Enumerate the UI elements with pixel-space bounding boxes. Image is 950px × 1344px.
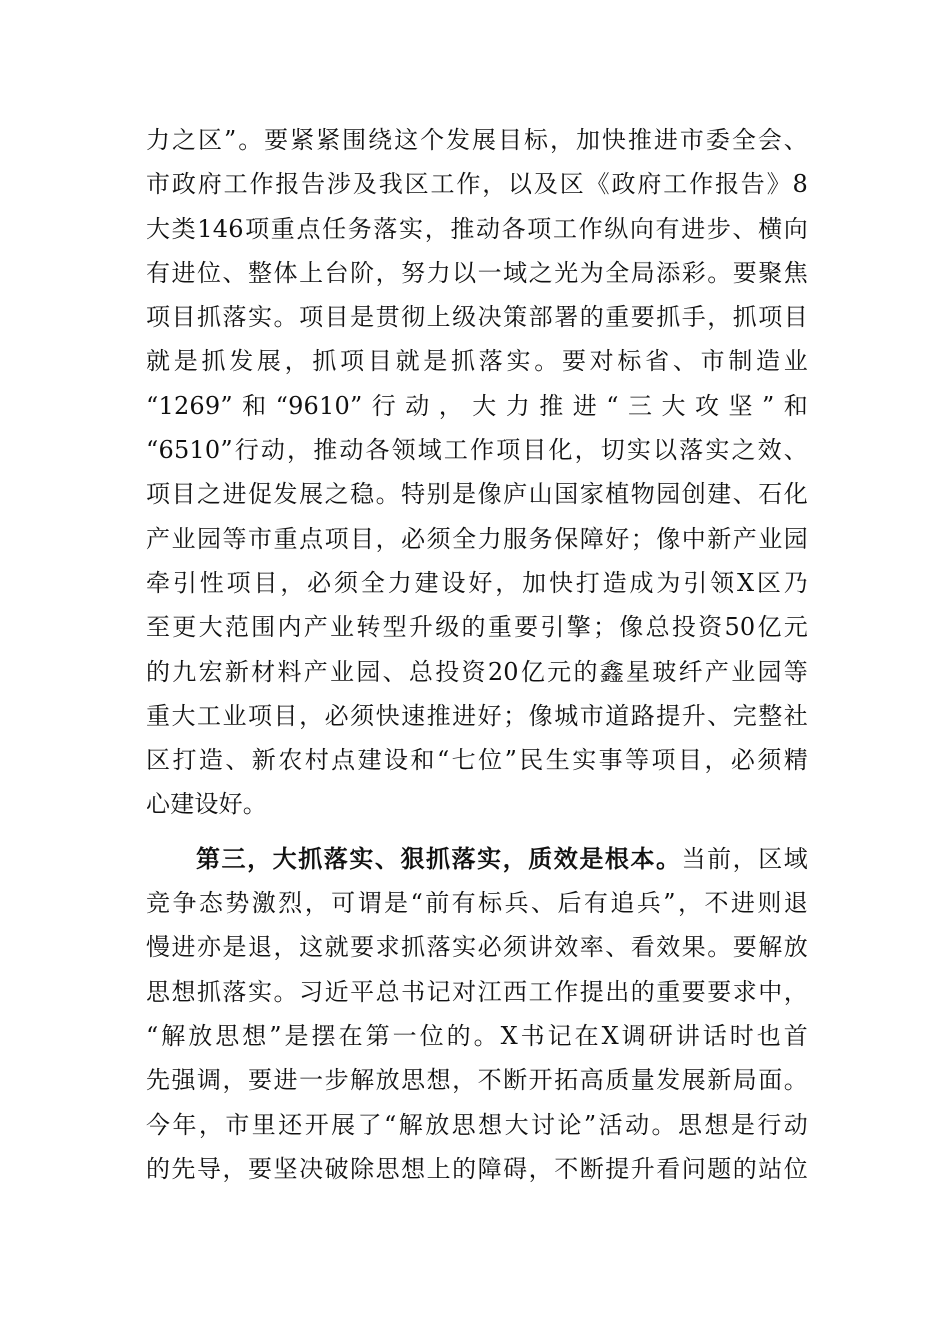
text-line: 慢进亦是退，这就要求抓落实必须讲效率、看效果。要解放 xyxy=(146,933,808,962)
text-line: “解放思想”是摆在第一位的。X书记在X调研讲话时也首 xyxy=(146,1021,808,1050)
text-line: 项目之进促发展之稳。特别是像庐山国家植物园创建、石化 xyxy=(146,480,808,509)
section-heading: 第三，大抓落实、狠抓落实，质效是根本。 xyxy=(196,843,682,873)
text-line: 力之区”。要紧紧围绕这个发展目标，加快推进市委全会、 xyxy=(146,126,808,154)
text-line: 区打造、新农村点建设和“七位”民生实事等项目，必须精 xyxy=(146,746,808,775)
text-line: 的九宏新材料产业园、总投资20亿元的鑫星玻纤产业园等 xyxy=(146,657,808,686)
text-line: 今年，市里还开展了“解放思想大讨论”活动。思想是行动 xyxy=(146,1110,808,1139)
text-line: 牵引性项目，必须全力建设好，加快打造成为引领X区乃 xyxy=(146,568,808,597)
paragraph-gap xyxy=(146,827,808,837)
text-line: 产业园等市重点项目，必须全力服务保障好；像中新产业园 xyxy=(146,524,808,553)
heading-line-rest: 当前，区域 xyxy=(681,844,808,873)
text-line: 先强调，要进一步解放思想，不断开拓高质量发展新局面。 xyxy=(146,1066,808,1095)
paragraph-1 xyxy=(146,118,808,827)
text-line: 心建设好。 xyxy=(146,790,267,819)
paragraph-2 xyxy=(146,837,808,1191)
text-line: 思想抓落实。习近平总书记对江西工作提出的重要要求中， xyxy=(146,977,808,1006)
paragraph-first-line xyxy=(146,837,808,881)
text-line: 就是抓发展，抓项目就是抓落实。要对标省、市制造业 xyxy=(146,347,808,376)
text-line: 的先导，要坚决破除思想上的障碍，不断提升看问题的站位 xyxy=(146,1154,808,1183)
text-line: 项目抓落实。项目是贯彻上级决策部署的重要抓手，抓项目 xyxy=(146,303,808,332)
text-line: “6510”行动，推动各领域工作项目化，切实以落实之效、 xyxy=(146,436,808,465)
text-line: 至更大范围内产业转型升级的重要引擎；像总投资50亿元 xyxy=(146,613,808,642)
text-line: 竞争态势激烈，可谓是“前有标兵、后有追兵”，不进则退 xyxy=(146,889,808,918)
text-line: 有进位、整体上台阶，努力以一域之光为全局添彩。要聚焦 xyxy=(146,258,808,287)
text-line: “1269”和“9610”行动，大力推进“三大攻坚”和 xyxy=(146,391,808,420)
text-line: 市政府工作报告涉及我区工作，以及区《政府工作报告》8 xyxy=(146,170,808,199)
text-line: 大类146项重点任务落实，推动各项工作纵向有进步、横向 xyxy=(146,214,808,243)
text-line: 重大工业项目，必须快速推进好；像城市道路提升、完整社 xyxy=(146,701,808,730)
document-body xyxy=(146,118,808,1191)
